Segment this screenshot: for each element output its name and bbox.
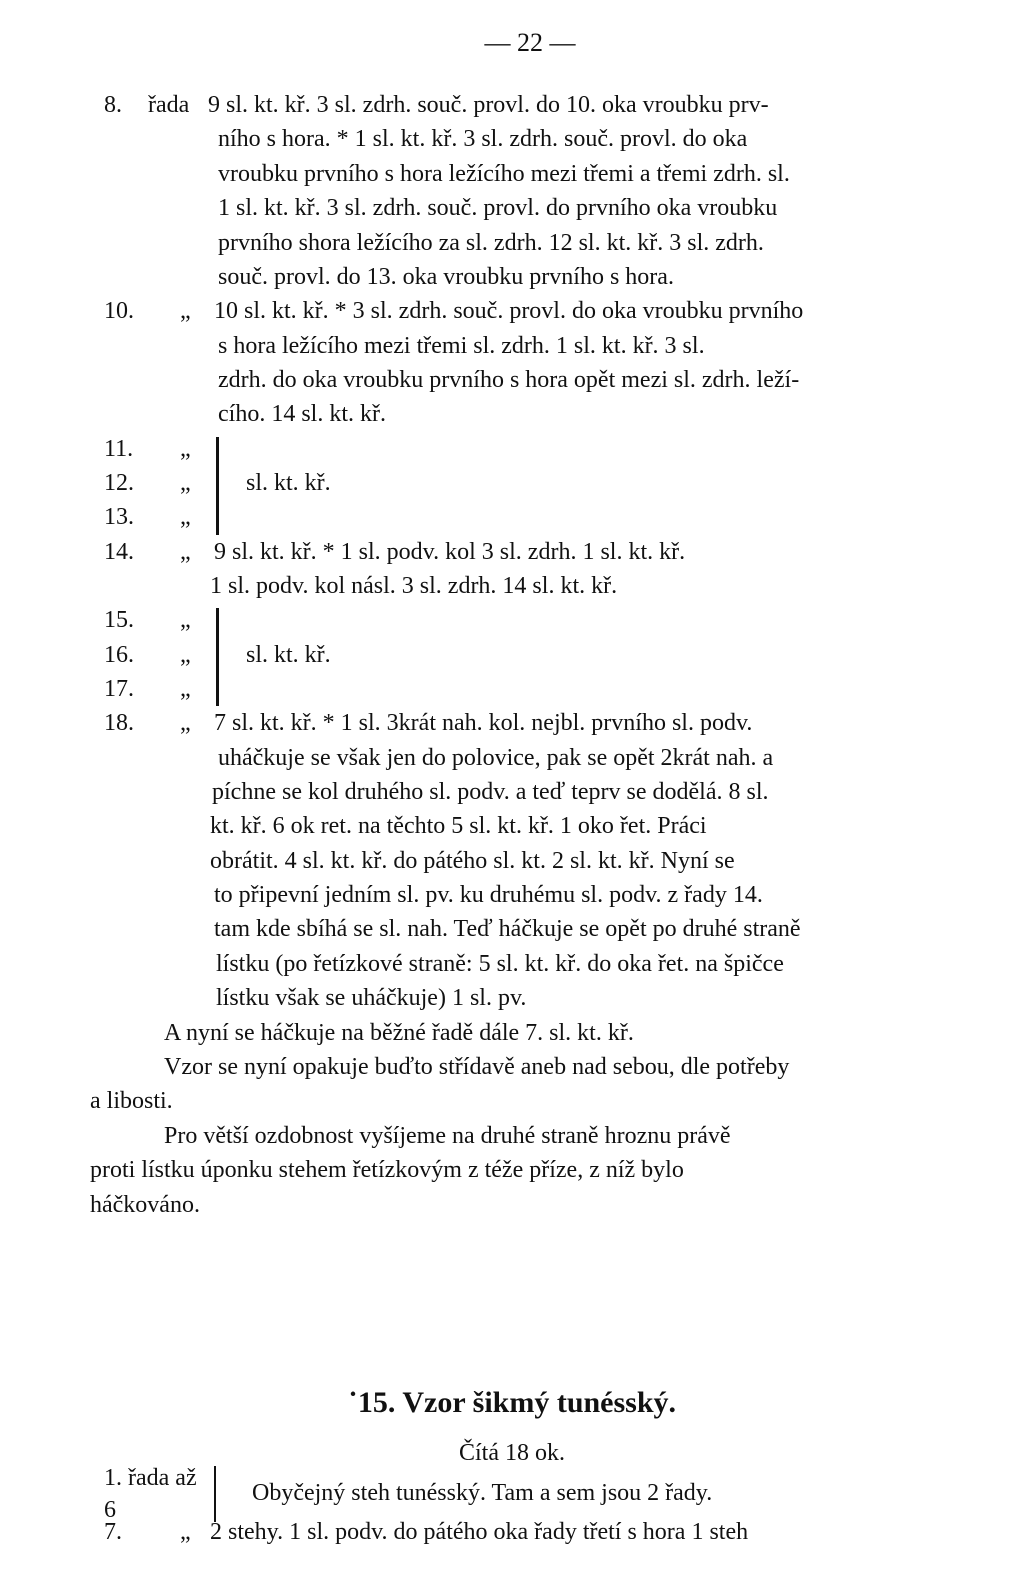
row-number: 1. řada až (104, 1465, 197, 1491)
ditto-mark: „ (180, 504, 191, 530)
brace (216, 608, 219, 706)
row-label: řada (148, 92, 190, 118)
brace (214, 1466, 216, 1522)
text-line: 1 sl. kt. kř. 3 sl. zdrh. souč. provl. do prvního oka vroubku (218, 195, 778, 221)
paragraph-line: Pro větší ozdobnost vyšíjeme na druhé straně hroznu právě (164, 1123, 731, 1149)
text-line: s hora ležícího mezi třemi sl. zdrh. 1 sl. kt. kř. 3 sl. (218, 333, 705, 359)
text-line: sl. kt. kř. (246, 470, 331, 496)
section-subheading: Čítá 18 ok. (459, 1440, 565, 1466)
text-line: vroubku prvního s hora ležícího mezi třemi a třemi zdrh. sl. (218, 161, 790, 187)
ditto-mark: „ (180, 710, 191, 736)
text-line: zdrh. do oka vroubku prvního s hora opět mezi sl. zdrh. leží- (218, 367, 800, 393)
ditto-mark: „ (180, 539, 191, 565)
row-number: 11. (104, 436, 134, 462)
row-number: 7. (104, 1519, 122, 1545)
ditto-mark: „ (180, 436, 191, 462)
text-line: 9 sl. kt. kř. 3 sl. zdrh. souč. provl. do 10. oka vroubku prv- (208, 92, 769, 118)
row-number: 6 (104, 1497, 116, 1523)
text-line: to připevní jedním sl. pv. ku druhému sl. podv. z řady 14. (214, 882, 763, 908)
text-line: ního s hora. * 1 sl. kt. kř. 3 sl. zdrh. souč. provl. do oka (218, 126, 748, 152)
text-line: tam kde sbíhá se sl. nah. Teď háčkuje se opět po druhé straně (214, 916, 801, 942)
row-number: 17. (104, 676, 134, 702)
section-heading: ˙15. Vzor šikmý tunésský. (347, 1386, 677, 1419)
ditto-mark: „ (180, 1519, 191, 1545)
paragraph-line: háčkováno. (90, 1192, 200, 1218)
ditto-mark: „ (180, 676, 191, 702)
ditto-mark: „ (180, 298, 191, 324)
ditto-mark: „ (180, 470, 191, 496)
text-line: 2 stehy. 1 sl. podv. do pátého oka řady třetí s hora 1 steh (210, 1519, 749, 1545)
text-line: uháčkuje se však jen do polovice, pak se opět 2krát nah. a (218, 745, 774, 771)
text-line: 1 sl. podv. kol násl. 3 sl. zdrh. 14 sl. kt. kř. (210, 573, 618, 599)
row-number: 16. (104, 642, 134, 668)
row-number: 10. (104, 298, 134, 324)
brace (216, 437, 219, 535)
text-line: Obyčejný steh tunésský. Tam a sem jsou 2 řady. (252, 1480, 713, 1506)
paragraph-line: Vzor se nyní opakuje buďto střídavě aneb nad sebou, dle potřeby (164, 1054, 790, 1080)
text-line: 7 sl. kt. kř. * 1 sl. 3krát nah. kol. nejbl. prvního sl. podv. (214, 710, 753, 736)
row-number: 15. (104, 607, 134, 633)
text-line: souč. provl. do 13. oka vroubku prvního s hora. (218, 264, 674, 290)
text-line: lístku (po řetízkové straně: 5 sl. kt. kř. do oka řet. na špičce (216, 951, 784, 977)
text-line: lístku však se uháčkuje) 1 sl. pv. (216, 985, 527, 1011)
ditto-mark: „ (180, 642, 191, 668)
row-number: 14. (104, 539, 134, 565)
paragraph-line: a libosti. (90, 1088, 173, 1114)
ditto-mark: „ (180, 607, 191, 633)
paragraph-line: proti lístku úponku stehem řetízkovým z téže příze, z níž bylo (90, 1157, 684, 1183)
text-line: cího. 14 sl. kt. kř. (218, 401, 386, 427)
text-line: 10 sl. kt. kř. * 3 sl. zdrh. souč. provl. do oka vroubku prvního (214, 298, 804, 324)
text-line: kt. kř. 6 ok ret. na těchto 5 sl. kt. kř. 1 oko řet. Práci (210, 813, 707, 839)
text-line: sl. kt. kř. (246, 642, 331, 668)
text-line: píchne se kol druhého sl. podv. a teď teprv se dodělá. 8 sl. (212, 779, 769, 805)
paragraph-line: A nyní se háčkuje na běžné řadě dále 7. sl. kt. kř. (164, 1020, 634, 1046)
text-line: prvního shora ležícího za sl. zdrh. 12 sl. kt. kř. 3 sl. zdrh. (218, 230, 764, 256)
row-number: 8. (104, 92, 122, 118)
row-number: 13. (104, 504, 134, 530)
text-line: 9 sl. kt. kř. * 1 sl. podv. kol 3 sl. zdrh. 1 sl. kt. kř. (214, 539, 686, 565)
text-line: obrátit. 4 sl. kt. kř. do pátého sl. kt. 2 sl. kt. kř. Nyní se (210, 848, 735, 874)
row-number: 18. (104, 710, 134, 736)
row-number: 12. (104, 470, 134, 496)
page-number: — 22 — (484, 28, 576, 57)
